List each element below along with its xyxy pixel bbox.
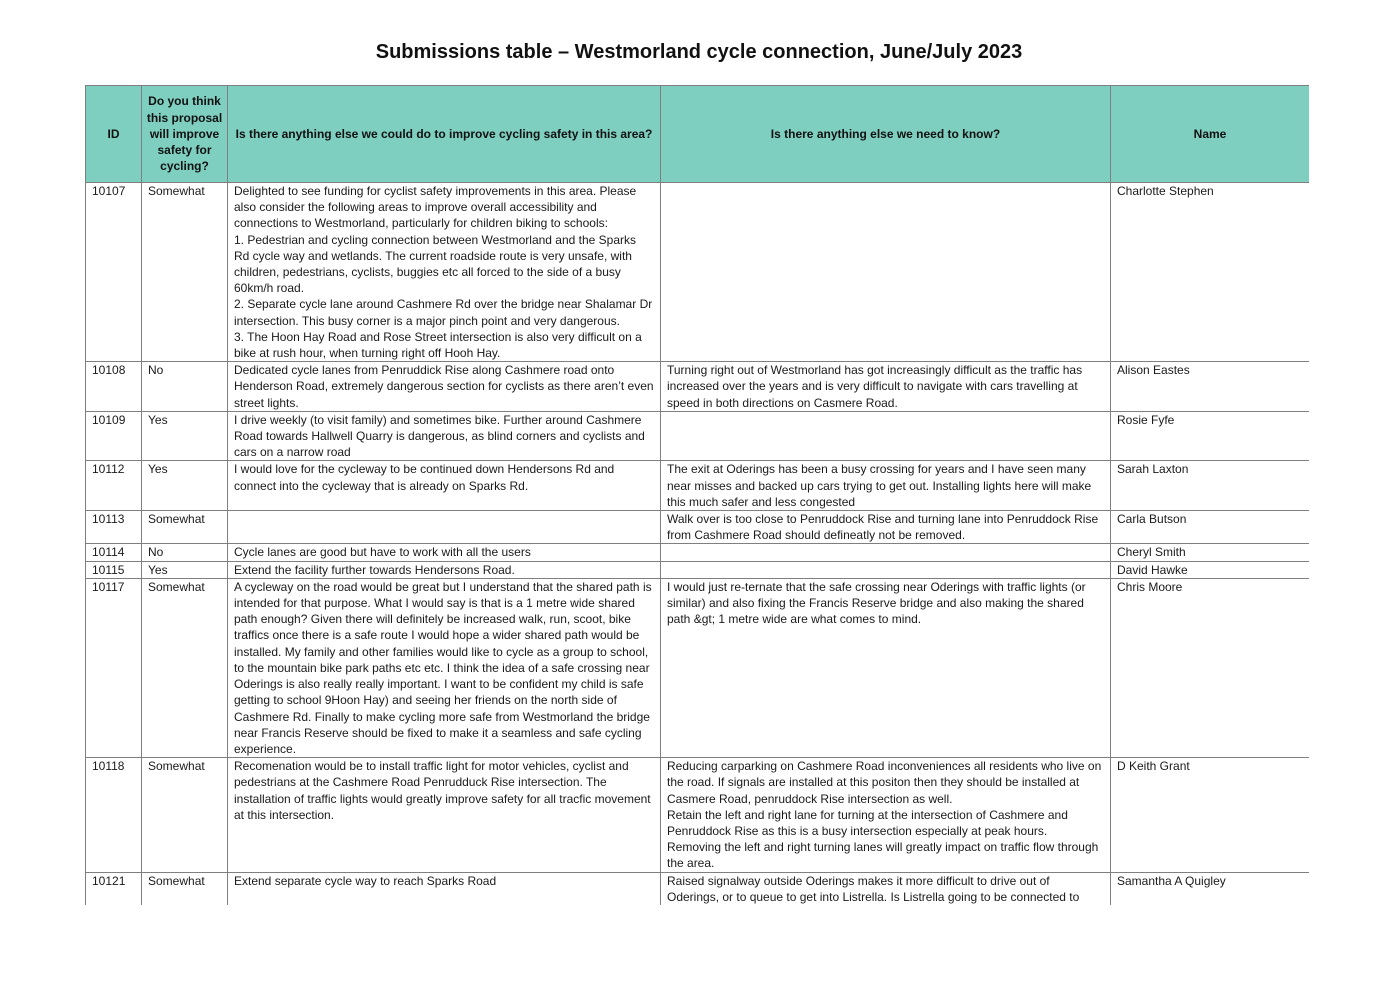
- cell-id: 10112: [86, 461, 142, 511]
- cell-need-to-know: Turning right out of Westmorland has got increasingly difficult as the traffic has increased over the years and is very difficult to navigate with cars travelling at speed in both directions on Casmere Road.: [661, 362, 1111, 412]
- cell-improve: Yes: [142, 411, 228, 461]
- cell-id: 10113: [86, 511, 142, 544]
- header-need-to-know: Is there anything else we need to know?: [661, 86, 1111, 183]
- cell-id: 10115: [86, 561, 142, 578]
- table-row: [86, 511, 1310, 544]
- cell-improve: No: [142, 362, 228, 412]
- table-row: [86, 411, 1310, 461]
- cell-need-to-know: [661, 183, 1111, 362]
- cell-anything-else: Dedicated cycle lanes from Penruddick Rise along Cashmere road onto Henderson Road, extremely dangerous section for cyclists as there aren’t even street lights.: [228, 362, 661, 412]
- table-row: [86, 872, 1310, 905]
- cell-need-to-know: [661, 561, 1111, 578]
- cell-improve: Somewhat: [142, 578, 228, 757]
- cell-anything-else: [228, 511, 661, 544]
- cell-need-to-know: Raised signalway outside Oderings makes it more difficult to drive out of Oderings, or to queue to get into Listrella. Is Listrella going to be connected to: [661, 872, 1111, 905]
- cell-improve: Somewhat: [142, 758, 228, 872]
- cell-need-to-know: The exit at Oderings has been a busy crossing for years and I have seen many near misses and backed up cars trying to get out. Installing lights here will make this much safer and less congested: [661, 461, 1111, 511]
- cell-anything-else: Extend separate cycle way to reach Sparks Road: [228, 872, 661, 905]
- cell-improve: No: [142, 544, 228, 561]
- cell-name: Cheryl Smith: [1111, 544, 1310, 561]
- cell-improve: Yes: [142, 461, 228, 511]
- cell-need-to-know: Walk over is too close to Penruddock Rise and turning lane into Penruddock Rise from Cashmere Road should defineatly not be removed.: [661, 511, 1111, 544]
- cell-name: Alison Eastes: [1111, 362, 1310, 412]
- table-row: [86, 544, 1310, 561]
- cell-improve: Somewhat: [142, 183, 228, 362]
- cell-improve: Somewhat: [142, 511, 228, 544]
- cell-id: 10118: [86, 758, 142, 872]
- table-header-row: [86, 86, 1310, 183]
- cell-name: David Hawke: [1111, 561, 1310, 578]
- cell-name: Chris Moore: [1111, 578, 1310, 757]
- table-row: [86, 362, 1310, 412]
- cell-need-to-know: [661, 411, 1111, 461]
- cell-name: Samantha A Quigley: [1111, 872, 1310, 905]
- cell-anything-else: Extend the facility further towards Hendersons Road.: [228, 561, 661, 578]
- table-row: [86, 183, 1310, 362]
- header-anything-else: Is there anything else we could do to improve cycling safety in this area?: [228, 86, 661, 183]
- table-row: [86, 758, 1310, 872]
- cell-name: Sarah Laxton: [1111, 461, 1310, 511]
- cell-improve: Yes: [142, 561, 228, 578]
- cell-anything-else: A cycleway on the road would be great but I understand that the shared path is intended for that purpose. What I would say is that is a 1 metre wide shared path enough? Given there will definitely be increased walk, run, scoot, bike traffics once there is a safe route I would hope a wider shared path would be installed. My family and other families would like to cycle as a group to school, to the mountain bike park paths etc etc. I think the idea of a safe crossing near Oderings is also really really important. I want to be confident my child is safe getting to school 9Hoon Hay) and seeing her friends on the north side of Cashmere Rd. Finally to make cycling more safe from Westmorland the bridge near Francis Reserve should be fixed to make it a seamless and safe cycling experience.: [228, 578, 661, 757]
- submissions-table: [85, 85, 1309, 905]
- table-row: [86, 578, 1310, 757]
- cell-anything-else: Cycle lanes are good but have to work with all the users: [228, 544, 661, 561]
- cell-id: 10108: [86, 362, 142, 412]
- cell-name: D Keith Grant: [1111, 758, 1310, 872]
- cell-name: Carla Butson: [1111, 511, 1310, 544]
- table-row: [86, 561, 1310, 578]
- cell-id: 10121: [86, 872, 142, 905]
- cell-anything-else: I would love for the cycleway to be continued down Hendersons Rd and connect into the cycleway that is already on Sparks Rd.: [228, 461, 661, 511]
- cell-anything-else: Delighted to see funding for cyclist safety improvements in this area. Please also consider the following areas to improve overall accessibility and connections to Westmorland, particularly for children biking to schools: 1. Pedestrian and cycling connection between Westmorland and the Sparks Rd cycle way and wetlands. The current roadside route is very unsafe, with children, pedestrians, cyclists, buggies etc all forced to the side of a busy 60km/h road. 2. Separate cycle lane around Cashmere Rd over the bridge near Shalamar Dr intersection. This busy corner is a major pinch point and very dangerous. 3. The Hoon Hay Road and Rose Street intersection is also very difficult on a bike at rush hour, when turning right off Hooh Hay.: [228, 183, 661, 362]
- cell-anything-else: I drive weekly (to visit family) and sometimes bike. Further around Cashmere Road towards Hallwell Quarry is dangerous, as blind corners and cyclists and cars on a narrow road: [228, 411, 661, 461]
- cell-name: Charlotte Stephen: [1111, 183, 1310, 362]
- header-id: ID: [86, 86, 142, 183]
- page-title: Submissions table – Westmorland cycle connection, June/July 2023: [375, 41, 1023, 63]
- cell-need-to-know: I would just re-ternate that the safe crossing near Oderings with traffic lights (or similar) and also fixing the Francis Reserve bridge and also making the shared path &gt; 1 metre wide are what comes to mind.: [661, 578, 1111, 757]
- table-row: [86, 461, 1310, 511]
- cell-id: 10109: [86, 411, 142, 461]
- header-name: Name: [1111, 86, 1310, 183]
- cell-id: 10117: [86, 578, 142, 757]
- submissions-table-container: [85, 85, 1309, 905]
- cell-improve: Somewhat: [142, 872, 228, 905]
- cell-need-to-know: [661, 544, 1111, 561]
- cell-id: 10114: [86, 544, 142, 561]
- cell-id: 10107: [86, 183, 142, 362]
- cell-need-to-know: Reducing carparking on Cashmere Road inconveniences all residents who live on the road. If signals are installed at this positon then they should be installed at Casmere Road, penruddock Rise intersection as well. Retain the left and right lane for turning at the intersection of Cashmere and Penruddock Rise as this is a busy intersection especially at peak hours. Removing the left and right turning lanes will greatly impact on traffic flow through the area.: [661, 758, 1111, 872]
- cell-anything-else: Recomenation would be to install traffic light for motor vehicles, cyclist and pedestrians at the Cashmere Road Penrudduck Rise intersection. The installation of traffic lights would greatly improve safety for all tracfic movement at this intersection.: [228, 758, 661, 872]
- cell-name: Rosie Fyfe: [1111, 411, 1310, 461]
- header-improve-safety: Do you think this proposal will improve safety for cycling?: [142, 86, 228, 183]
